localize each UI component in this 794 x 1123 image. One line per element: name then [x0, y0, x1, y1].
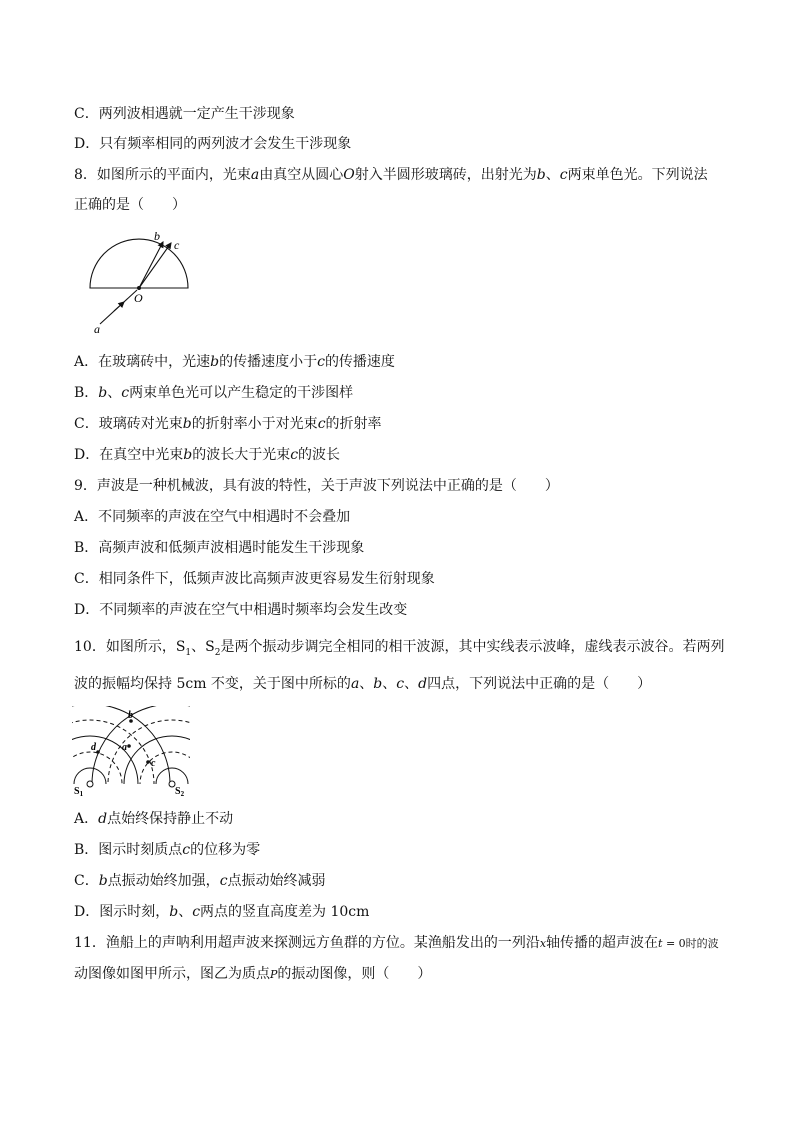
q8-option-c: C．玻璃砖对光束b的折射率小于对光束c的折射率 — [74, 416, 382, 432]
q9-stem: 9．声波是一种机械波，具有波的特性，关于声波下列说法中正确的是（ ） — [74, 478, 559, 494]
q8-option-a: A．在玻璃砖中，光速b的传播速度小于c的传播速度 — [74, 354, 395, 370]
q8-option-b: B．b、c两束单色光可以产生稳定的干涉图样 — [74, 385, 354, 401]
ray-b — [139, 242, 163, 288]
q8-stem-line2: 正确的是（ ） — [74, 197, 186, 213]
label-c: c — [174, 238, 180, 252]
q10-option-c: C．b点振动始终加强，c点振动始终减弱 — [74, 873, 326, 889]
q10-option-d: D．图示时刻，b、c两点的竖直高度差为 10cm — [74, 904, 370, 920]
q10-stem-line2: 波的振幅均保持 5cm 不变，关于图中所标的a、b、c、d四点，下列说法中正确的是（ ） — [74, 676, 652, 692]
q10-stem-line1: 10．如图所示，$S_1$、$S_2$是两个振动步调完全相同的相干波源，其中实线表示波峰，虚线表示波谷。若两列 — [74, 639, 725, 658]
label-O: O — [134, 291, 143, 305]
q8-stem-line1: 8．如图所示的平面内，光束a由真空从圆心O射入半圆形玻璃砖，出射光为b、c两束单色光。下列说法 — [74, 167, 708, 183]
label-b: b — [154, 229, 160, 243]
point-c — [146, 760, 150, 764]
q11-stem-line2: 动图像如图甲所示，图乙为质点P的振动图像，则（ ） — [74, 966, 432, 982]
point-d — [96, 750, 100, 754]
label-c: c — [151, 758, 156, 769]
q9-option-d: D．不同频率的声波在空气中相遇时频率均会发生改变 — [74, 602, 408, 618]
q9-option-a: A．不同频率的声波在空气中相遇时不会叠加 — [74, 509, 351, 525]
label-a: a — [122, 742, 127, 753]
q9-option-b: B．高频声波和低频声波相遇时能发生干涉现象 — [74, 540, 365, 556]
label-a: a — [94, 322, 100, 336]
q10-option-a: A．d点始终保持静止不动 — [74, 811, 234, 827]
source-s1 — [87, 781, 93, 787]
point-a — [127, 744, 131, 748]
label-s1: $S_1$ — [74, 786, 84, 798]
label-s2: $S_2$ — [175, 786, 185, 798]
q8-option-d: D．在真空中光束b的波长大于光束c的波长 — [74, 447, 341, 463]
q7-option-c: C．两列波相遇就一定产生干涉现象 — [74, 106, 295, 122]
center-point-O — [137, 286, 141, 290]
q11-stem-line1: 11．渔船上的声呐利用超声波来探测远方鱼群的方位。某渔船发出的一列沿x轴传播的超声波在t = 0时的波 — [74, 935, 719, 951]
q10-option-b: B．图示时刻质点c的位移为零 — [74, 842, 261, 858]
label-d: d — [91, 742, 96, 753]
label-b: b — [128, 710, 133, 721]
q10-interference-figure — [72, 706, 190, 798]
q8-semicircle-figure — [80, 225, 200, 337]
ray-c — [139, 243, 171, 288]
q7-option-d: D．只有频率相同的两列波才会发生干涉现象 — [74, 136, 352, 152]
q9-option-c: C．相同条件下，低频声波比高频声波更容易发生衍射现象 — [74, 571, 435, 587]
incident-ray-arrow — [114, 302, 124, 311]
